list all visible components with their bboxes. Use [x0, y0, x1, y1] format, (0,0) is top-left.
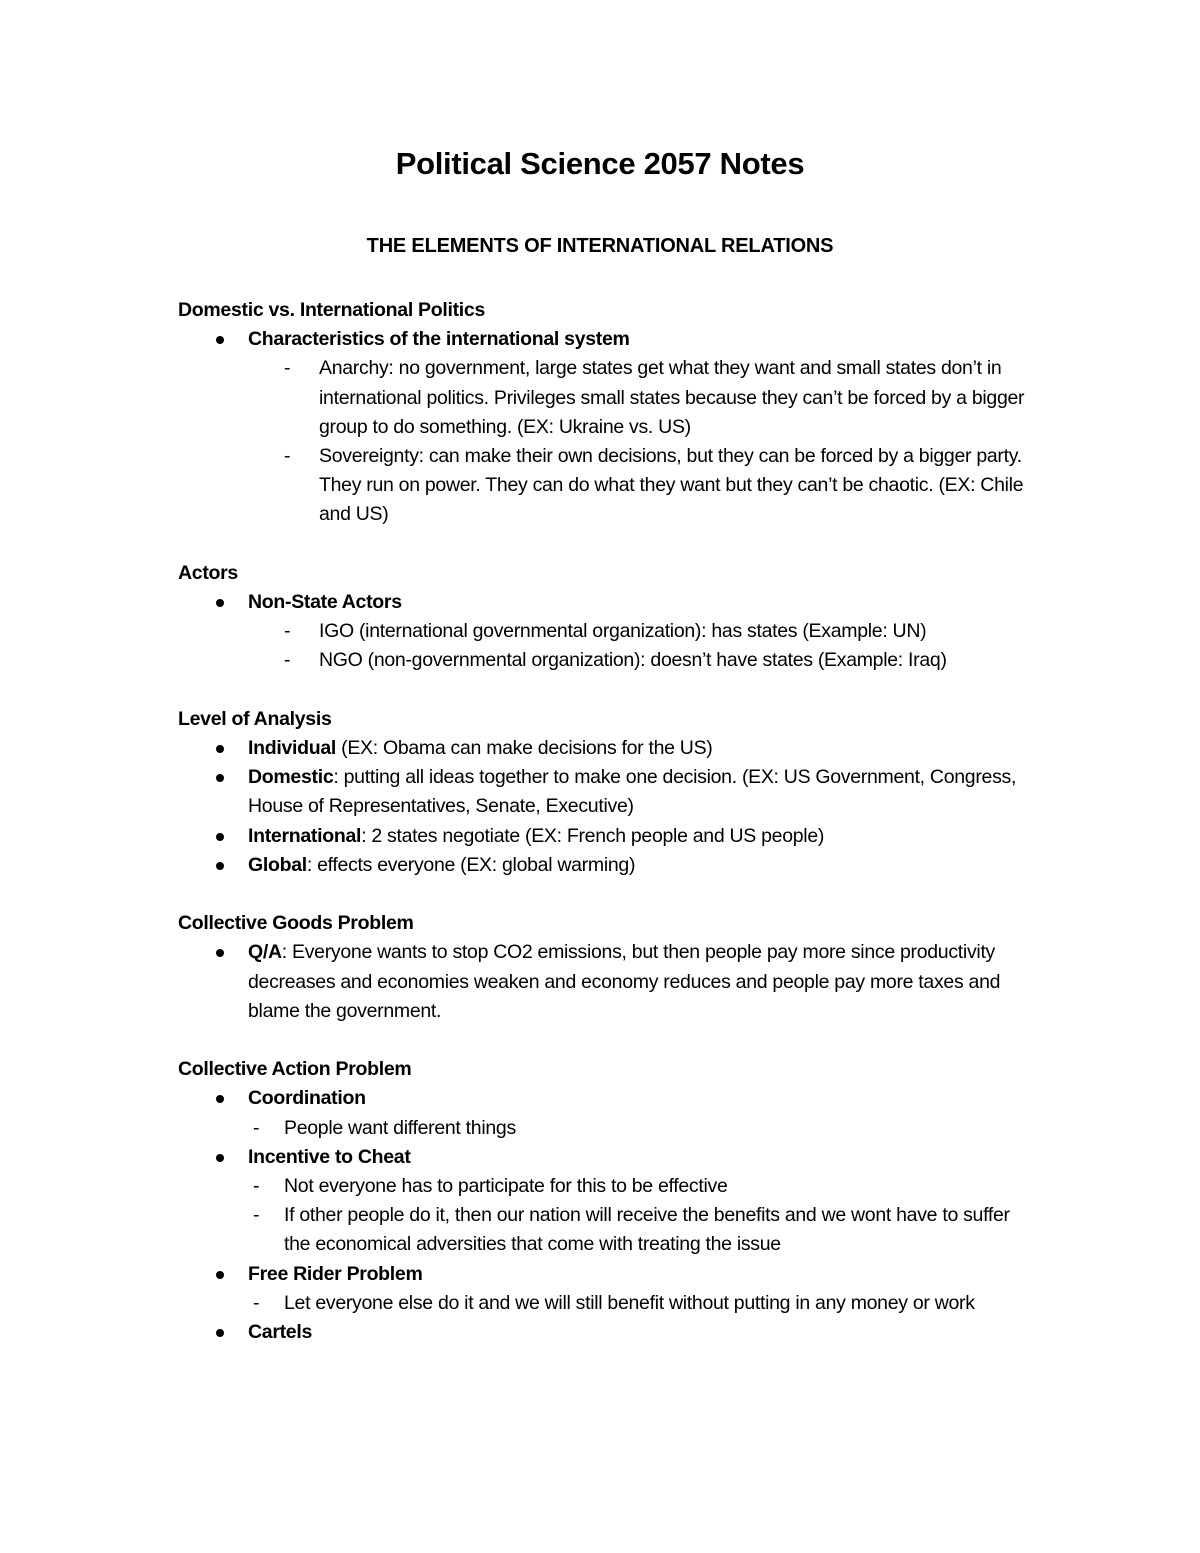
page-title: Political Science 2057 Notes — [395, 146, 805, 181]
bullet-icon — [216, 833, 224, 841]
bullet-label: Q/A — [248, 941, 282, 964]
dash-icon: - — [284, 649, 291, 672]
sub-item-text: IGO (international governmental organization): has states (Example: UN) — [319, 620, 927, 643]
dash-icon: - — [253, 1291, 260, 1314]
sub-item-text: Let everyone else do it and we will still benefit without putting in any money or work — [284, 1291, 975, 1314]
dash-icon: - — [284, 445, 291, 468]
sub-item — [178, 1172, 1038, 1201]
dash-icon: - — [253, 1204, 260, 1227]
bullet-icon — [216, 1095, 224, 1103]
bullet-icon — [216, 599, 224, 607]
sub-item — [178, 646, 1038, 675]
sub-item — [178, 1289, 1038, 1318]
bullet-icon — [216, 1329, 224, 1337]
dash-icon: - — [284, 357, 291, 380]
sub-item — [178, 442, 1038, 530]
sub-item — [178, 354, 1038, 442]
bullet-icon — [216, 1271, 224, 1279]
page-subtitle: THE ELEMENTS OF INTERNATIONAL RELATIONS — [366, 235, 834, 257]
sub-item-text: If other people do it, then our nation will receive the benefits and we wont have to suffer the economical adversities that come with treating the issue — [284, 1204, 1010, 1256]
bullet-label: Incentive to Cheat — [248, 1145, 411, 1168]
bullet-text: : 2 states negotiate (EX: French people and US people) — [361, 824, 825, 847]
bullet-item — [178, 325, 1038, 354]
sub-item-text: Not everyone has to participate for this to be effective — [284, 1175, 728, 1198]
bullet-item — [178, 851, 1038, 880]
bullet-text: : Everyone wants to stop CO2 emissions, but then people pay more since productivity decreases and economies weaken and economy reduces and people pay more taxes and blame the government. — [248, 941, 1001, 1022]
dash-icon: - — [253, 1175, 260, 1198]
sub-item — [178, 1114, 1038, 1143]
bullet-item — [178, 938, 1038, 1026]
bullet-item — [178, 1318, 1038, 1347]
sub-item-text: Sovereignty: can make their own decisions, but they can be forced by a bigger party. They run on power. They can do what they want but they can’t be chaotic. (EX: Chile and US) — [319, 445, 1024, 526]
bullet-label: International — [248, 824, 362, 847]
bullet-text: : putting all ideas together to make one decision. (EX: US Government, Congress, House of Representatives, Senate, Executive) — [248, 766, 1017, 818]
bullet-label: Cartels — [248, 1321, 313, 1344]
sub-item — [178, 617, 1038, 646]
bullet-item — [178, 734, 1038, 763]
dash-icon: - — [284, 620, 291, 643]
bullet-label: Global — [248, 853, 307, 876]
bullet-item — [178, 588, 1038, 617]
sub-item-text: NGO (non-governmental organization): doesn’t have states (Example: Iraq) — [319, 649, 947, 672]
bullet-icon — [216, 862, 224, 870]
bullet-label: Free Rider Problem — [248, 1262, 423, 1285]
section-heading-levels: Level of Analysis — [178, 707, 332, 730]
bullet-text: : effects everyone (EX: global warming) — [306, 853, 636, 876]
dash-icon: - — [253, 1116, 260, 1139]
bullet-item — [178, 822, 1038, 851]
bullet-item — [178, 763, 1038, 821]
sub-item-text: People want different things — [284, 1116, 516, 1139]
bullet-icon — [216, 774, 224, 782]
bullet-label: Non-State Actors — [248, 591, 402, 614]
bullet-item — [178, 1260, 1038, 1289]
bullet-icon — [216, 336, 224, 344]
section-heading-domestic: Domestic vs. International Politics — [178, 299, 486, 321]
sub-item — [178, 1201, 1038, 1259]
bullet-icon — [216, 949, 224, 957]
section-heading-action: Collective Action Problem — [178, 1058, 412, 1081]
notes-body — [178, 296, 1038, 1347]
bullet-label: Characteristics of the international system — [248, 328, 630, 351]
bullet-item — [178, 1143, 1038, 1172]
bullet-icon — [216, 1154, 224, 1162]
bullet-item — [178, 1084, 1038, 1113]
sub-item-text: Anarchy: no government, large states get what they want and small states don’t in international politics. Privileges small states because they can’t be forced by a bigger group to do something. (EX: Ukraine vs. US) — [319, 357, 1025, 438]
section-heading-actors: Actors — [178, 561, 238, 584]
bullet-label: Coordination — [248, 1087, 366, 1110]
bullet-icon — [216, 745, 224, 753]
section-heading-goods: Collective Goods Problem — [178, 912, 414, 935]
bullet-text: (EX: Obama can make decisions for the US) — [336, 737, 713, 760]
bullet-label: Domestic — [248, 766, 334, 789]
bullet-label: Individual — [248, 737, 337, 760]
